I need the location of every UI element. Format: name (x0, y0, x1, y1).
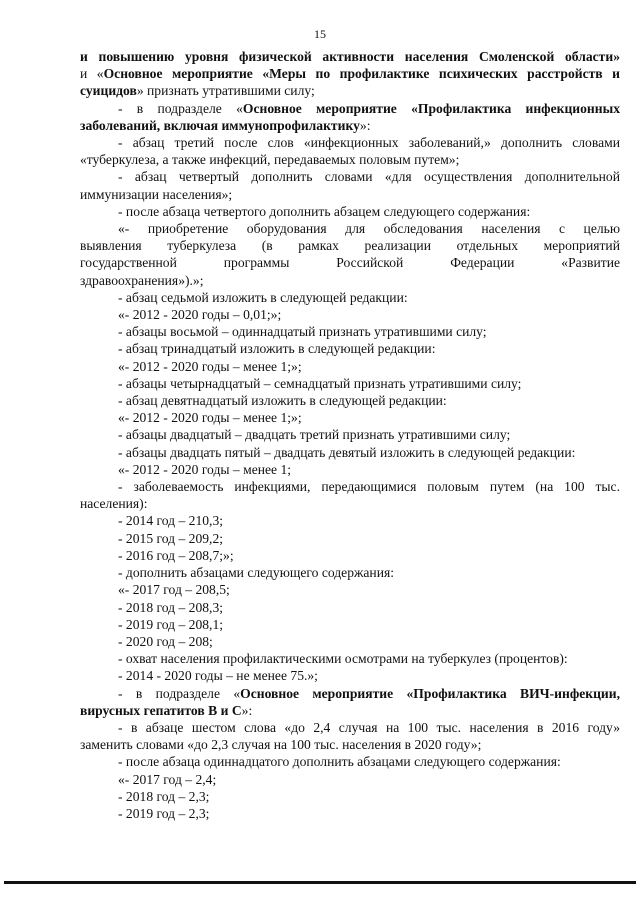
text-line (80, 685, 620, 702)
text-line (80, 512, 620, 529)
text-run: - в подразделе « (118, 100, 243, 116)
text-run: выявления туберкулеза (в рамках реализации отдельных мероприятий (80, 238, 620, 254)
text-run: «- 2017 год – 208,5; (118, 582, 230, 598)
text-line (80, 736, 620, 753)
text-run: - после абзаца четвертого дополнить абзацем следующего содержания: (118, 203, 531, 219)
text-line (80, 186, 620, 203)
text-run: «- 2017 год – 2,4; (118, 771, 217, 787)
text-run: «- 2012 - 2020 годы – менее 1;»; (118, 358, 302, 374)
text-line (80, 323, 620, 340)
text-line (80, 702, 620, 719)
text-run: - в абзаце шестом слова «до 2,4 случая на 100 тыс. населения в 2016 году» (118, 719, 620, 735)
text-run: - абзацы двадцать пятый – двадцать девятый изложить в следующей редакции: (118, 444, 576, 460)
text-line (80, 426, 620, 443)
text-line (80, 254, 620, 271)
bold-text: суицидов (80, 83, 137, 99)
text-line (80, 530, 620, 547)
text-line (80, 100, 620, 117)
text-run: - в подразделе « (118, 685, 241, 701)
bold-text: Основное мероприятие «Профилактика ВИЧ-инфекции, (240, 685, 620, 701)
text-run: - дополнить абзацами следующего содержания: (118, 565, 395, 581)
text-line (80, 117, 620, 134)
text-run: иммунизации населения»; (80, 186, 233, 202)
text-run: - абзац четвертый дополнить словами «для осуществления дополнительной (118, 169, 620, 185)
text-run: - абзацы четырнадцатый – семнадцатый признать утратившими силу; (118, 375, 522, 391)
text-line (80, 409, 620, 426)
text-run: населения): (80, 496, 148, 512)
text-run: заменить словами «до 2,3 случая на 100 тыс. населения в 2020 году»; (80, 737, 482, 753)
text-run: - 2019 год – 2,3; (118, 805, 210, 821)
bold-text: Основное мероприятие «Профилактика инфекционных (242, 100, 620, 116)
text-run: - 2015 год – 209,2; (118, 530, 224, 546)
bold-text: Основное мероприятие «Меры по профилактике психических расстройств и (103, 66, 620, 82)
text-run: - 2014 - 2020 годы – не менее 75.»; (118, 668, 318, 684)
text-line (80, 581, 620, 598)
text-line (80, 753, 620, 770)
text-line (80, 650, 620, 667)
text-run: »: (241, 702, 253, 718)
bottom-rule (4, 881, 636, 884)
text-line (80, 495, 620, 512)
text-run: и « (80, 66, 104, 82)
text-run: государственной программы Российской Федерации «Развитие (80, 255, 620, 271)
text-line (80, 616, 620, 633)
text-run: - абзац третий после слов «инфекционных заболеваний,» дополнить словами (118, 135, 620, 151)
text-line (80, 633, 620, 650)
text-line (80, 788, 620, 805)
text-run: - после абзаца одиннадцатого дополнить абзацами следующего содержания: (118, 754, 561, 770)
text-line (80, 771, 620, 788)
text-run: здравоохранения»).»; (80, 272, 204, 288)
text-line (80, 65, 620, 82)
text-run: »: (359, 117, 371, 133)
text-line (80, 134, 620, 151)
text-line (80, 805, 620, 822)
text-run: - 2018 год – 208,3; (118, 599, 224, 615)
text-line (80, 564, 620, 581)
text-line (80, 667, 620, 684)
document-body (80, 48, 620, 822)
text-run: «- 2012 - 2020 годы – менее 1; (118, 461, 292, 477)
text-line (80, 272, 620, 289)
bold-text: и повышению уровня физической активности населения Смоленской области» (80, 49, 620, 64)
text-line (80, 203, 620, 220)
text-run: - 2019 год – 208,1; (118, 616, 224, 632)
text-line (80, 220, 620, 237)
text-run: - абзац девятнадцатый изложить в следующей редакции: (118, 393, 447, 409)
text-run: «- приобретение оборудования для обследования населения с целью (118, 221, 620, 237)
text-line (80, 547, 620, 564)
text-run: - абзац тринадцатый изложить в следующей редакции: (118, 341, 436, 357)
text-line (80, 237, 620, 254)
text-run: «- 2012 - 2020 годы – менее 1;»; (118, 410, 302, 426)
text-run: - 2016 год – 208,7;»; (118, 547, 234, 563)
text-line (80, 168, 620, 185)
text-run: - абзац седьмой изложить в следующей редакции: (118, 289, 408, 305)
text-line (80, 375, 620, 392)
text-run: - 2018 год – 2,3; (118, 788, 210, 804)
bold-text: вирусных гепатитов В и С (80, 702, 242, 718)
text-line (80, 392, 620, 409)
text-run: » признать утратившими силу; (136, 83, 315, 99)
text-line (80, 82, 620, 99)
text-line (80, 48, 620, 65)
text-line (80, 444, 620, 461)
text-run: - абзацы двадцатый – двадцать третий признать утратившими силу; (118, 427, 511, 443)
text-run: - охват населения профилактическими осмотрами на туберкулез (процентов): (118, 651, 568, 667)
text-line (80, 340, 620, 357)
text-line (80, 719, 620, 736)
text-run: - 2020 год – 208; (118, 633, 213, 649)
text-run: «туберкулеза, а также инфекций, передаваемых половым путем»; (80, 152, 460, 168)
text-line (80, 461, 620, 478)
text-line (80, 151, 620, 168)
bold-text: заболеваний, включая иммунопрофилактику (80, 117, 360, 133)
page-number: 15 (314, 27, 326, 41)
text-run: - абзацы восьмой – одиннадцатый признать утратившими силу; (118, 324, 487, 340)
text-line (80, 478, 620, 495)
text-line (80, 358, 620, 375)
text-line (80, 599, 620, 616)
text-line (80, 289, 620, 306)
text-run: - 2014 год – 210,3; (118, 513, 224, 529)
text-run: «- 2012 - 2020 годы – 0,01;»; (118, 307, 282, 323)
text-line (80, 306, 620, 323)
text-run: - заболеваемость инфекциями, передающимися половым путем (на 100 тыс. (118, 479, 620, 495)
